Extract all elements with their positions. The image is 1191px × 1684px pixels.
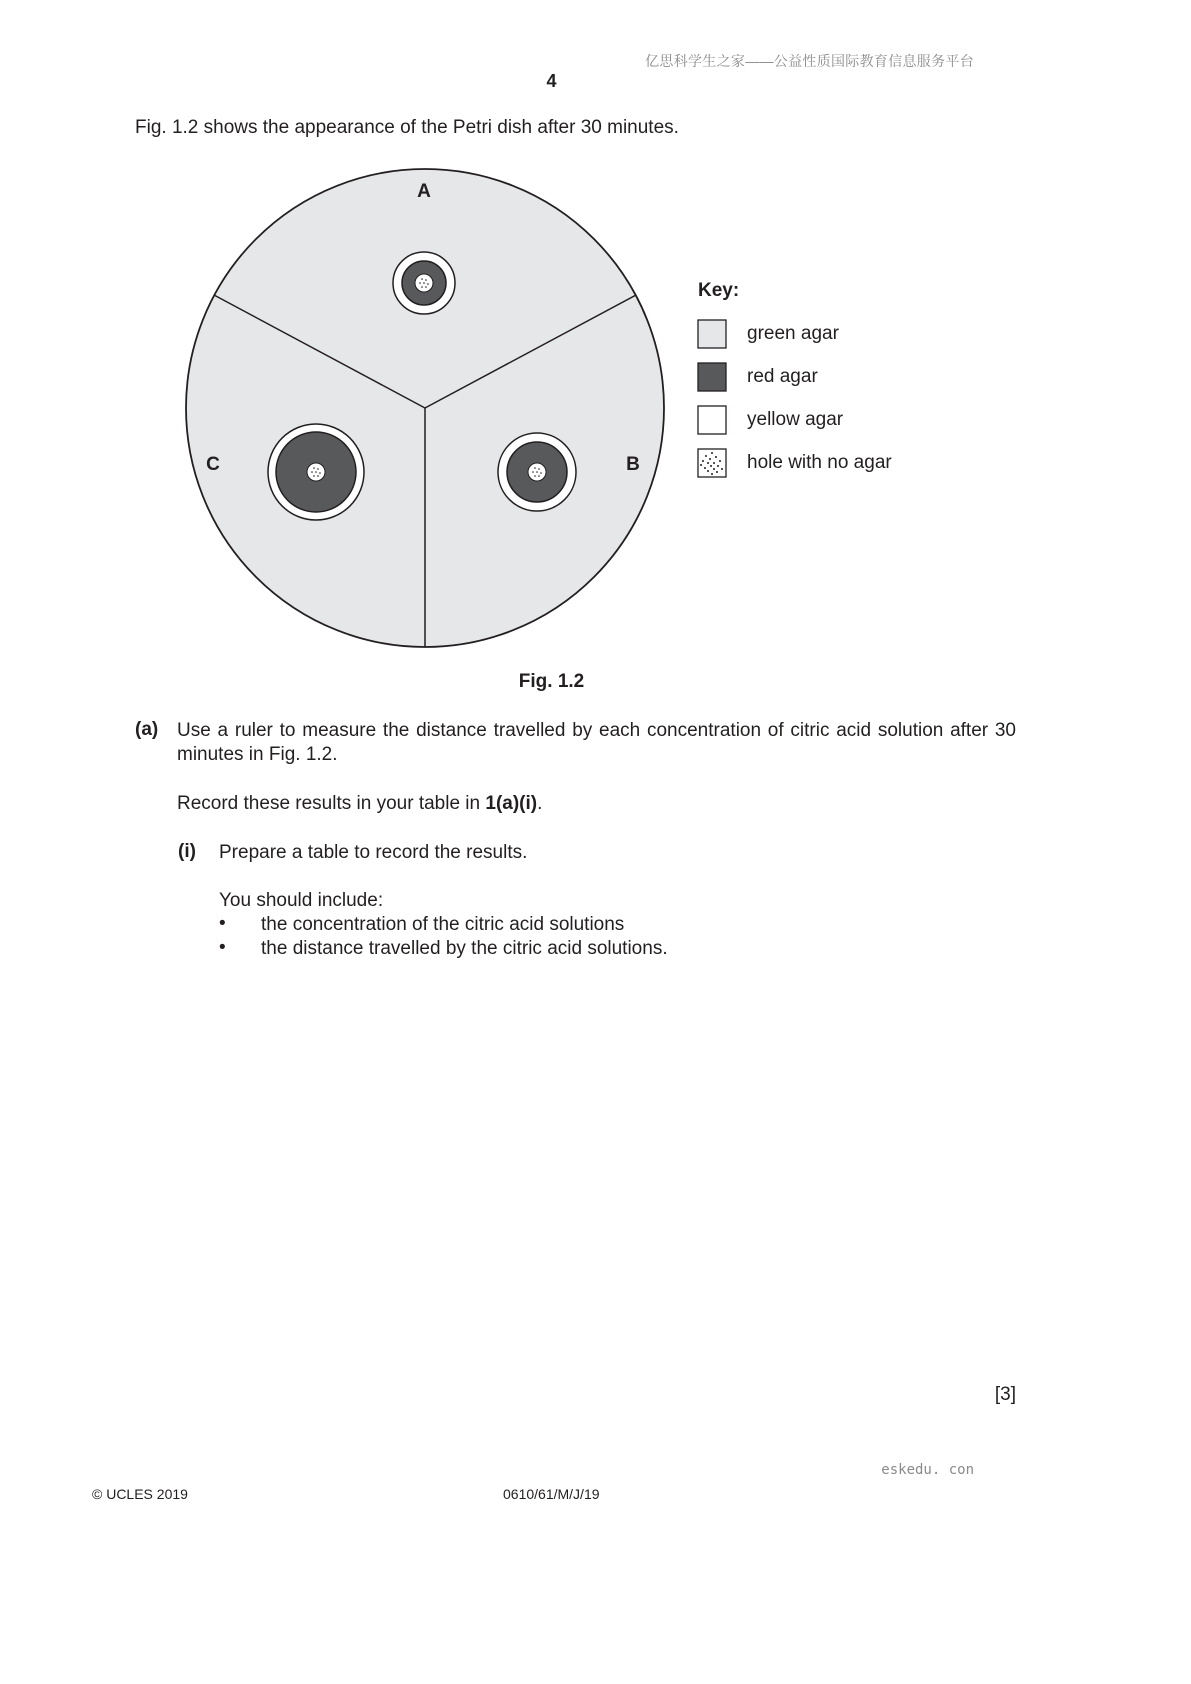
section-label-b: B bbox=[626, 454, 640, 475]
record-instruction bbox=[177, 792, 542, 816]
well-c bbox=[268, 424, 364, 520]
well-b bbox=[498, 433, 576, 511]
question-i-text: Prepare a table to record the results. bbox=[219, 842, 528, 863]
figure-caption: Fig. 1.2 bbox=[518, 671, 585, 692]
key-swatch-hole bbox=[698, 449, 726, 477]
petri-dish-figure bbox=[0, 0, 1103, 700]
section-label-a: A bbox=[417, 181, 431, 202]
key-title: Key: bbox=[698, 280, 740, 301]
include-intro: You should include: bbox=[219, 890, 384, 911]
key-swatch-yellow-agar bbox=[698, 406, 726, 434]
key-label-green-agar: green agar bbox=[747, 323, 839, 344]
header-watermark: 亿思科学生之家——公益性质国际教育信息服务平台 bbox=[645, 53, 974, 69]
key-swatch-green-agar bbox=[698, 320, 726, 348]
footer-watermark: eskedu. con bbox=[881, 1462, 974, 1478]
bullet-marker: • bbox=[219, 937, 226, 958]
well-a bbox=[393, 252, 455, 314]
key-label-yellow-agar: yellow agar bbox=[747, 409, 844, 430]
copyright: © UCLES 2019 bbox=[92, 1486, 188, 1502]
bullet-item: the concentration of the citric acid solutions bbox=[261, 914, 625, 935]
marks: [3] bbox=[994, 1384, 1016, 1405]
intro-text: Fig. 1.2 shows the appearance of the Petri dish after 30 minutes. bbox=[135, 117, 679, 138]
key-label-red-agar: red agar bbox=[747, 366, 818, 387]
paper-code: 0610/61/M/J/19 bbox=[503, 1486, 600, 1502]
bullet-marker: • bbox=[219, 913, 226, 934]
question-a-text: Use a ruler to measure the distance travelled by each concentration of citric acid solution after 30 minutes in Fig. 1.2. bbox=[177, 720, 1016, 765]
page-number: 4 bbox=[546, 71, 557, 91]
bullet-item: the distance travelled by the citric acid solutions. bbox=[261, 938, 668, 959]
question-a-label: (a) bbox=[135, 719, 159, 740]
section-label-c: C bbox=[206, 454, 220, 475]
record-reference: 1(a)(i) bbox=[485, 793, 538, 814]
question-i-label: (i) bbox=[178, 841, 196, 862]
key-swatch-red-agar bbox=[698, 363, 726, 391]
record-suffix: . bbox=[537, 793, 543, 814]
key-label-hole: hole with no agar bbox=[747, 452, 892, 473]
record-prefix: Record these results in your table in bbox=[177, 793, 486, 814]
